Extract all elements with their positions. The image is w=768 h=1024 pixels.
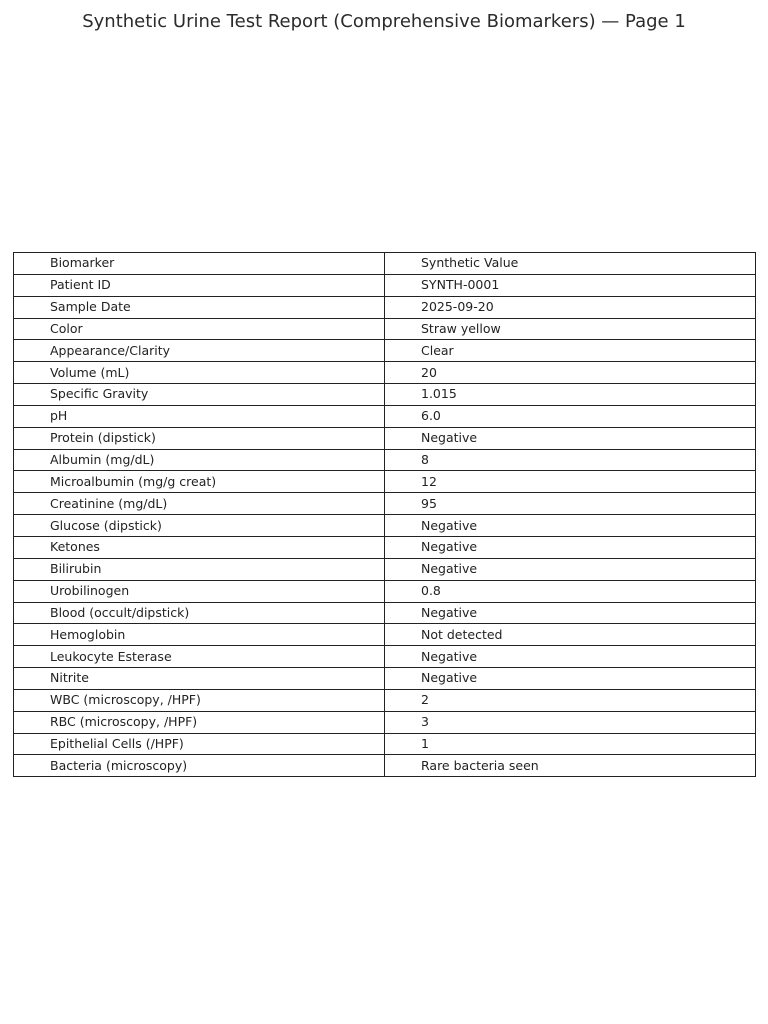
biomarker-name-cell: Nitrite <box>14 668 385 690</box>
table-body <box>14 253 756 777</box>
table-row <box>14 624 756 646</box>
table-row <box>14 493 756 515</box>
biomarker-value-cell: Negative <box>385 427 756 449</box>
biomarker-value-cell: Negative <box>385 668 756 690</box>
biomarker-name-cell: Bilirubin <box>14 558 385 580</box>
biomarker-name-cell: Bacteria (microscopy) <box>14 755 385 777</box>
table-row <box>14 689 756 711</box>
table-row <box>14 384 756 406</box>
biomarker-name-cell: Specific Gravity <box>14 384 385 406</box>
table-row <box>14 471 756 493</box>
biomarker-name-cell: Glucose (dipstick) <box>14 515 385 537</box>
table-row <box>14 427 756 449</box>
biomarker-name-cell: WBC (microscopy, /HPF) <box>14 689 385 711</box>
biomarker-name-cell: Sample Date <box>14 296 385 318</box>
biomarker-value-cell: 3 <box>385 711 756 733</box>
biomarker-value-cell: Negative <box>385 602 756 624</box>
biomarker-name-cell: RBC (microscopy, /HPF) <box>14 711 385 733</box>
biomarker-value-cell: Negative <box>385 558 756 580</box>
page-title: Synthetic Urine Test Report (Comprehensive Biomarkers) — Page 1 <box>82 11 686 32</box>
biomarker-name-cell: Color <box>14 318 385 340</box>
biomarker-value-cell: Rare bacteria seen <box>385 755 756 777</box>
header-biomarker: Biomarker <box>14 253 385 275</box>
table-row <box>14 405 756 427</box>
biomarker-value-cell: Straw yellow <box>385 318 756 340</box>
table-row <box>14 318 756 340</box>
biomarker-name-cell: Leukocyte Esterase <box>14 646 385 668</box>
biomarker-name-cell: Volume (mL) <box>14 362 385 384</box>
biomarker-value-cell: Negative <box>385 515 756 537</box>
biomarker-value-cell: Negative <box>385 536 756 558</box>
biomarker-value-cell: 2 <box>385 689 756 711</box>
table-row <box>14 296 756 318</box>
biomarker-value-cell: 1 <box>385 733 756 755</box>
biomarker-name-cell: Ketones <box>14 536 385 558</box>
biomarker-name-cell: Hemoglobin <box>14 624 385 646</box>
table-row <box>14 602 756 624</box>
header-synthetic-value: Synthetic Value <box>385 253 756 275</box>
table-row <box>14 558 756 580</box>
table-row <box>14 755 756 777</box>
biomarker-name-cell: Microalbumin (mg/g creat) <box>14 471 385 493</box>
biomarker-value-cell: 1.015 <box>385 384 756 406</box>
biomarker-name-cell: Protein (dipstick) <box>14 427 385 449</box>
biomarker-value-cell: Negative <box>385 646 756 668</box>
biomarker-table <box>13 252 756 777</box>
biomarker-value-cell: 95 <box>385 493 756 515</box>
biomarker-value-cell: 8 <box>385 449 756 471</box>
table-row <box>14 536 756 558</box>
table-row <box>14 515 756 537</box>
table-row <box>14 668 756 690</box>
table-header-row <box>14 253 756 275</box>
table-row <box>14 580 756 602</box>
biomarker-value-cell: 6.0 <box>385 405 756 427</box>
biomarker-value-cell: Not detected <box>385 624 756 646</box>
table-row <box>14 733 756 755</box>
biomarker-name-cell: Albumin (mg/dL) <box>14 449 385 471</box>
table-row <box>14 340 756 362</box>
biomarker-value-cell: 20 <box>385 362 756 384</box>
table-row <box>14 274 756 296</box>
biomarker-value-cell: 12 <box>385 471 756 493</box>
table-row <box>14 362 756 384</box>
biomarker-name-cell: Urobilinogen <box>14 580 385 602</box>
biomarker-name-cell: Patient ID <box>14 274 385 296</box>
biomarker-value-cell: 2025-09-20 <box>385 296 756 318</box>
biomarker-name-cell: pH <box>14 405 385 427</box>
biomarker-value-cell: 0.8 <box>385 580 756 602</box>
biomarker-name-cell: Epithelial Cells (/HPF) <box>14 733 385 755</box>
table-row <box>14 646 756 668</box>
table-row <box>14 449 756 471</box>
biomarker-name-cell: Appearance/Clarity <box>14 340 385 362</box>
biomarker-value-cell: Clear <box>385 340 756 362</box>
biomarker-value-cell: SYNTH-0001 <box>385 274 756 296</box>
biomarker-name-cell: Blood (occult/dipstick) <box>14 602 385 624</box>
table-row <box>14 711 756 733</box>
biomarker-name-cell: Creatinine (mg/dL) <box>14 493 385 515</box>
